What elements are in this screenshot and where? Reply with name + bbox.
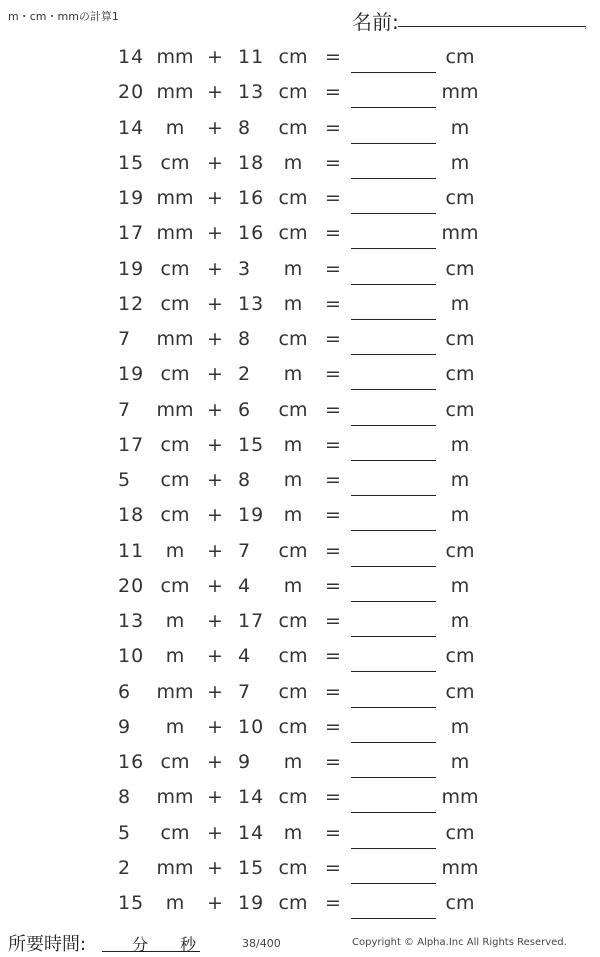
first-unit: m (165, 116, 185, 139)
first-unit: mm (156, 187, 194, 209)
equals-sign: = (325, 257, 341, 280)
answer-blank[interactable] (351, 848, 436, 849)
answer-blank[interactable] (351, 107, 436, 108)
plus-sign: + (207, 398, 223, 421)
equals-sign: = (325, 116, 341, 139)
problem-row (0, 39, 600, 74)
second-value: 2 (238, 363, 252, 386)
problem-row (0, 568, 600, 603)
first-value: 20 (118, 81, 145, 104)
problem-row (0, 497, 600, 532)
problem-row (0, 180, 600, 215)
equals-sign: = (325, 398, 341, 421)
answer-unit: cm (445, 328, 475, 350)
first-value: 12 (118, 292, 145, 315)
first-unit: mm (156, 81, 194, 104)
problem-row (0, 709, 600, 744)
plus-sign: + (207, 187, 223, 209)
second-value: 15 (238, 856, 265, 879)
equals-sign: = (325, 786, 341, 809)
first-unit: cm (160, 469, 190, 491)
equals-sign: = (325, 46, 341, 68)
equals-sign: = (325, 680, 341, 703)
problem-row (0, 533, 600, 568)
time-required-label: 所要時間: (8, 934, 87, 955)
answer-blank[interactable] (351, 495, 436, 496)
second-value: 15 (238, 433, 265, 456)
answer-blank[interactable] (351, 671, 436, 672)
problem-row (0, 215, 600, 250)
plus-sign: + (207, 856, 223, 879)
answer-blank[interactable] (351, 636, 436, 637)
second-value: 8 (238, 116, 252, 139)
answer-unit: cm (445, 46, 475, 68)
problem-row (0, 850, 600, 885)
plus-sign: + (207, 292, 223, 315)
answer-unit: mm (441, 856, 479, 879)
plus-sign: + (207, 116, 223, 139)
first-unit: cm (160, 574, 190, 597)
answer-unit: cm (445, 398, 475, 421)
first-value: 7 (118, 328, 132, 350)
second-value: 10 (238, 715, 265, 738)
seconds-label: 秒 (180, 935, 197, 954)
problem-row (0, 744, 600, 779)
second-unit: m (283, 433, 303, 456)
equals-sign: = (325, 892, 341, 914)
first-value: 7 (118, 398, 132, 421)
first-unit: cm (160, 433, 190, 456)
first-unit: m (165, 539, 185, 562)
answer-blank[interactable] (351, 284, 436, 285)
equals-sign: = (325, 539, 341, 562)
first-unit: cm (160, 751, 190, 773)
second-unit: cm (278, 116, 308, 139)
answer-unit: mm (441, 222, 479, 245)
second-value: 14 (238, 821, 265, 844)
problem-row (0, 356, 600, 391)
equals-sign: = (325, 222, 341, 245)
equals-sign: = (325, 328, 341, 350)
answer-unit: m (450, 715, 470, 738)
problem-row (0, 110, 600, 145)
second-unit: cm (278, 680, 308, 703)
answer-unit: m (450, 292, 470, 315)
second-value: 14 (238, 786, 265, 809)
problem-row (0, 427, 600, 462)
second-unit: cm (278, 539, 308, 562)
first-value: 14 (118, 46, 145, 68)
first-unit: cm (160, 504, 190, 527)
answer-blank[interactable] (351, 425, 436, 426)
second-unit: cm (278, 715, 308, 738)
answer-blank[interactable] (351, 143, 436, 144)
plus-sign: + (207, 81, 223, 104)
second-value: 8 (238, 328, 252, 350)
answer-blank[interactable] (351, 213, 436, 214)
first-value: 11 (118, 539, 145, 562)
problem-row (0, 674, 600, 709)
answer-unit: m (450, 151, 470, 174)
problem-row (0, 885, 600, 920)
problem-row (0, 638, 600, 673)
plus-sign: + (207, 257, 223, 280)
name-line-end-dot: . (584, 22, 587, 31)
answer-unit: m (450, 610, 470, 632)
plus-sign: + (207, 892, 223, 914)
second-unit: m (283, 151, 303, 174)
problem-row (0, 251, 600, 286)
second-value: 16 (238, 222, 265, 245)
second-value: 6 (238, 398, 252, 421)
answer-blank[interactable] (351, 354, 436, 355)
plus-sign: + (207, 715, 223, 738)
first-unit: mm (156, 328, 194, 350)
answer-unit: cm (445, 539, 475, 562)
first-unit: cm (160, 821, 190, 844)
equals-sign: = (325, 715, 341, 738)
first-value: 10 (118, 645, 145, 668)
second-unit: m (283, 821, 303, 844)
answer-blank[interactable] (351, 918, 436, 919)
second-unit: m (283, 574, 303, 597)
equals-sign: = (325, 821, 341, 844)
second-unit: m (283, 469, 303, 491)
first-value: 8 (118, 786, 132, 809)
equals-sign: = (325, 187, 341, 209)
name-label: 名前: (352, 10, 399, 34)
first-value: 19 (118, 187, 145, 209)
answer-unit: m (450, 751, 470, 773)
answer-blank[interactable] (351, 460, 436, 461)
equals-sign: = (325, 469, 341, 491)
answer-blank[interactable] (351, 883, 436, 884)
plus-sign: + (207, 469, 223, 491)
first-value: 17 (118, 433, 145, 456)
second-value: 9 (238, 751, 252, 773)
answer-unit: m (450, 574, 470, 597)
first-value: 13 (118, 610, 145, 632)
equals-sign: = (325, 856, 341, 879)
first-value: 6 (118, 680, 132, 703)
second-unit: cm (278, 81, 308, 104)
plus-sign: + (207, 786, 223, 809)
second-unit: cm (278, 610, 308, 632)
second-value: 18 (238, 151, 265, 174)
second-value: 19 (238, 892, 265, 914)
plus-sign: + (207, 151, 223, 174)
answer-blank[interactable] (351, 178, 436, 179)
second-unit: cm (278, 398, 308, 421)
first-unit: m (165, 715, 185, 738)
answer-unit: cm (445, 892, 475, 914)
worksheet-title: m・cm・mmの計算1 (8, 10, 119, 23)
second-value: 16 (238, 187, 265, 209)
second-value: 11 (238, 46, 265, 68)
equals-sign: = (325, 574, 341, 597)
problem-row (0, 145, 600, 180)
problem-row (0, 779, 600, 814)
problem-row (0, 321, 600, 356)
first-unit: m (165, 645, 185, 668)
plus-sign: + (207, 504, 223, 527)
answer-unit: cm (445, 257, 475, 280)
first-value: 17 (118, 222, 145, 245)
answer-blank[interactable] (351, 248, 436, 249)
second-unit: m (283, 504, 303, 527)
equals-sign: = (325, 433, 341, 456)
second-unit: cm (278, 892, 308, 914)
first-value: 15 (118, 892, 145, 914)
second-unit: cm (278, 645, 308, 668)
problem-row (0, 815, 600, 850)
problem-row (0, 286, 600, 321)
equals-sign: = (325, 81, 341, 104)
answer-blank[interactable] (351, 72, 436, 73)
first-value: 14 (118, 116, 145, 139)
plus-sign: + (207, 680, 223, 703)
second-unit: m (283, 292, 303, 315)
second-unit: cm (278, 46, 308, 68)
answer-blank[interactable] (351, 389, 436, 390)
second-value: 4 (238, 574, 252, 597)
second-value: 19 (238, 504, 265, 527)
answer-blank[interactable] (351, 566, 436, 567)
second-unit: cm (278, 328, 308, 350)
equals-sign: = (325, 504, 341, 527)
answer-blank[interactable] (351, 707, 436, 708)
second-unit: cm (278, 222, 308, 245)
first-value: 20 (118, 574, 145, 597)
second-value: 13 (238, 81, 265, 104)
first-value: 19 (118, 363, 145, 386)
first-unit: cm (160, 257, 190, 280)
first-unit: m (165, 892, 185, 914)
copyright-notice: Copyright © Alpha.Inc All Rights Reserved. (352, 937, 567, 948)
answer-unit: m (450, 504, 470, 527)
equals-sign: = (325, 751, 341, 773)
minutes-label: 分 (132, 935, 149, 954)
first-value: 2 (118, 856, 132, 879)
first-unit: mm (156, 46, 194, 68)
answer-unit: cm (445, 821, 475, 844)
first-unit: mm (156, 222, 194, 245)
first-unit: cm (160, 292, 190, 315)
answer-blank[interactable] (351, 601, 436, 602)
second-value: 3 (238, 257, 252, 280)
second-value: 8 (238, 469, 252, 491)
answer-blank[interactable] (351, 530, 436, 531)
answer-unit: m (450, 116, 470, 139)
answer-unit: cm (445, 187, 475, 209)
second-unit: m (283, 751, 303, 773)
plus-sign: + (207, 222, 223, 245)
plus-sign: + (207, 328, 223, 350)
plus-sign: + (207, 46, 223, 68)
plus-sign: + (207, 433, 223, 456)
first-value: 5 (118, 821, 132, 844)
plus-sign: + (207, 610, 223, 632)
problem-row (0, 74, 600, 109)
name-field[interactable] (398, 26, 586, 27)
equals-sign: = (325, 645, 341, 668)
equals-sign: = (325, 610, 341, 632)
answer-blank[interactable] (351, 319, 436, 320)
plus-sign: + (207, 574, 223, 597)
equals-sign: = (325, 363, 341, 386)
problem-row (0, 462, 600, 497)
second-unit: cm (278, 856, 308, 879)
first-value: 15 (118, 151, 145, 174)
second-value: 4 (238, 645, 252, 668)
answer-blank[interactable] (351, 777, 436, 778)
first-unit: mm (156, 680, 194, 703)
second-unit: cm (278, 187, 308, 209)
plus-sign: + (207, 645, 223, 668)
first-unit: mm (156, 856, 194, 879)
first-value: 19 (118, 257, 145, 280)
first-unit: cm (160, 363, 190, 386)
first-unit: cm (160, 151, 190, 174)
first-unit: m (165, 610, 185, 632)
answer-unit: cm (445, 645, 475, 668)
plus-sign: + (207, 363, 223, 386)
second-value: 7 (238, 680, 252, 703)
second-value: 7 (238, 539, 252, 562)
answer-blank[interactable] (351, 742, 436, 743)
answer-blank[interactable] (351, 812, 436, 813)
plus-sign: + (207, 539, 223, 562)
second-unit: cm (278, 786, 308, 809)
first-unit: mm (156, 398, 194, 421)
answer-unit: cm (445, 680, 475, 703)
plus-sign: + (207, 821, 223, 844)
problem-row (0, 603, 600, 638)
problem-row (0, 392, 600, 427)
answer-unit: m (450, 433, 470, 456)
answer-unit: m (450, 469, 470, 491)
second-unit: m (283, 363, 303, 386)
second-value: 17 (238, 610, 265, 632)
second-value: 13 (238, 292, 265, 315)
answer-unit: cm (445, 363, 475, 386)
problem-list (0, 39, 600, 920)
page-number: 38/400 (242, 937, 281, 950)
answer-unit: mm (441, 786, 479, 809)
first-value: 18 (118, 504, 145, 527)
answer-unit: mm (441, 81, 479, 104)
equals-sign: = (325, 151, 341, 174)
first-value: 9 (118, 715, 132, 738)
first-unit: mm (156, 786, 194, 809)
first-value: 5 (118, 469, 132, 491)
first-value: 16 (118, 751, 145, 773)
plus-sign: + (207, 751, 223, 773)
second-unit: m (283, 257, 303, 280)
equals-sign: = (325, 292, 341, 315)
